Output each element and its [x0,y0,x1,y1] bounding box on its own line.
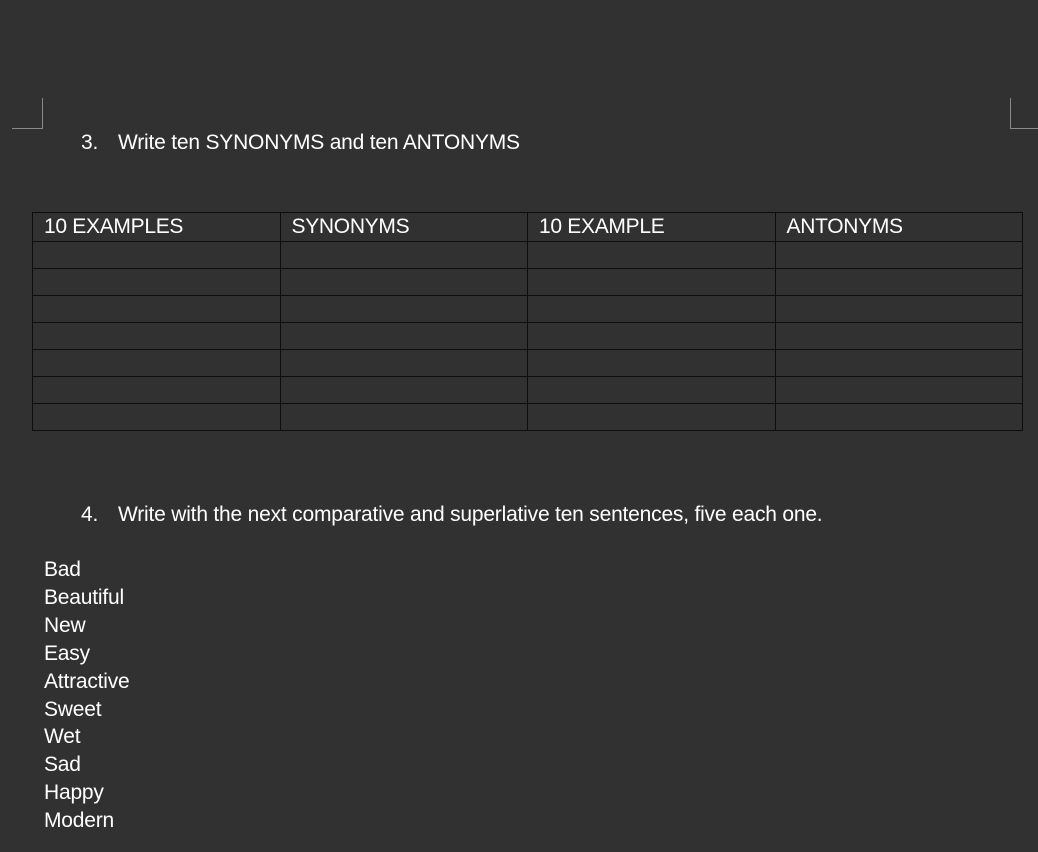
word-item-modern: Modern [44,809,115,833]
word-item-attractive: Attractive [44,669,130,693]
table-cell[interactable] [775,404,1023,431]
table-cell[interactable] [528,404,776,431]
table-cell[interactable] [528,350,776,377]
table-cell[interactable] [33,377,281,404]
table-cell[interactable] [775,296,1023,323]
table-cell[interactable] [280,242,528,269]
table-cell[interactable] [775,377,1023,404]
table-row [33,242,1023,269]
table-cell[interactable] [775,242,1023,269]
table-header-row [33,213,1023,242]
table-cell[interactable] [33,242,281,269]
table-row [33,269,1023,296]
table-cell[interactable] [33,296,281,323]
table-cell[interactable] [528,296,776,323]
table-cell[interactable] [33,404,281,431]
word-item-sad: Sad [44,753,81,777]
table-cell[interactable] [280,404,528,431]
section-3-number: 3. [81,131,99,154]
header-synonyms: SYNONYMS [280,213,528,242]
word-item-bad: Bad [44,558,81,581]
word-item-happy: Happy [44,781,104,805]
word-item-new: New [44,613,86,637]
table-row [33,296,1023,323]
margin-corner-mark-right [1010,98,1038,129]
table-cell[interactable] [528,377,776,404]
header-antonyms: ANTONYMS [775,213,1023,242]
table-row [33,377,1023,404]
table-cell[interactable] [280,350,528,377]
table-cell[interactable] [528,323,776,350]
table-row [33,323,1023,350]
adjective-word-list [44,556,130,835]
section-3-text: Write ten SYNONYMS and ten ANTONYMS [118,131,520,154]
table-cell[interactable] [775,350,1023,377]
header-10-examples: 10 EXAMPLES [33,213,281,242]
section-3-heading [81,130,520,156]
section-4-heading [81,502,822,528]
table-cell[interactable] [280,377,528,404]
table-cell[interactable] [528,269,776,296]
table-cell[interactable] [775,269,1023,296]
section-4-number: 4. [81,503,99,526]
table-cell[interactable] [33,269,281,296]
table-cell[interactable] [33,350,281,377]
table-cell[interactable] [280,296,528,323]
word-item-easy: Easy [44,641,90,665]
margin-corner-mark-left [12,98,43,129]
table-cell[interactable] [280,269,528,296]
word-item-wet: Wet [44,725,81,749]
table-cell[interactable] [33,323,281,350]
table-cell[interactable] [775,323,1023,350]
table-cell[interactable] [528,242,776,269]
header-10-example: 10 EXAMPLE [528,213,776,242]
table-row [33,350,1023,377]
word-item-beautiful: Beautiful [44,585,124,609]
table-cell[interactable] [280,323,528,350]
synonyms-antonyms-table [32,212,1023,431]
section-4-text: Write with the next comparative and superlative ten sentences, five each one. [118,503,823,526]
table-row [33,404,1023,431]
word-item-sweet: Sweet [44,697,102,721]
